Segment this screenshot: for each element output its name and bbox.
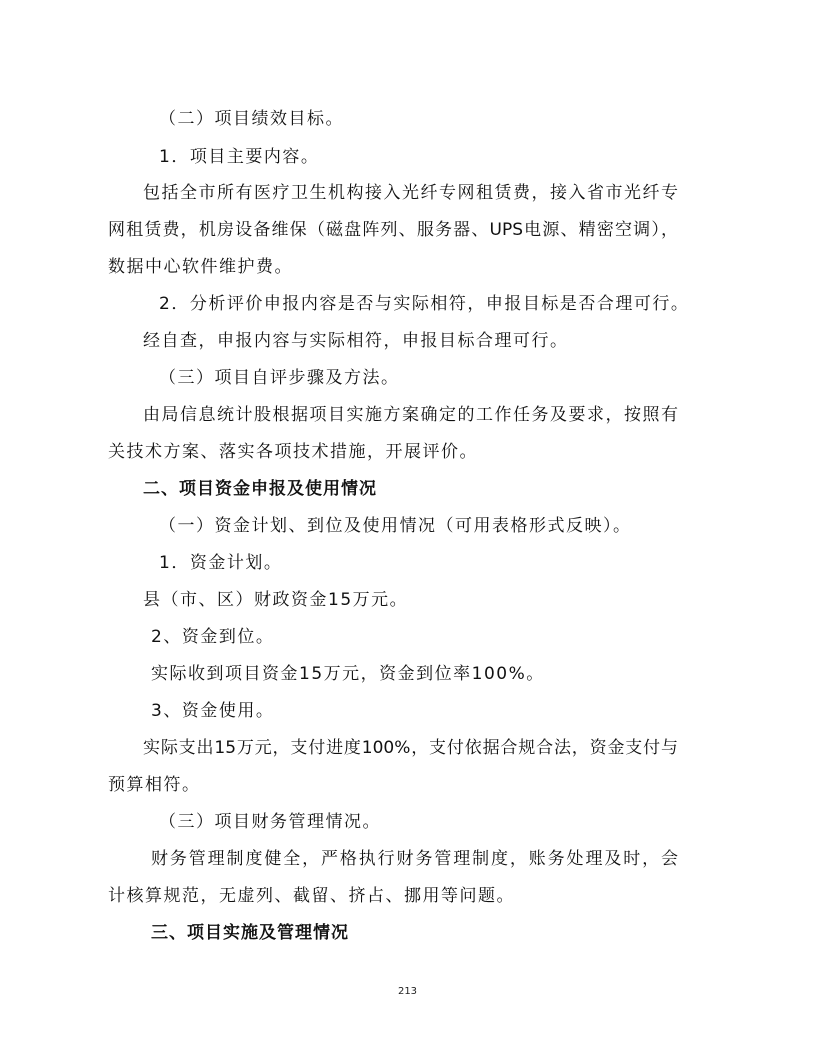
paragraph-funding-usage-line-2: 预算相符。	[108, 775, 201, 795]
page-number: 213	[397, 986, 418, 997]
paragraph-evaluation-line-1: 由局信息统计股根据项目实施方案确定的工作任务及要求，按照有	[143, 405, 678, 425]
item-funding-usage: 3、资金使用。	[151, 701, 275, 721]
subheading-evaluation-steps: （三）项目自评步骤及方法。	[159, 368, 400, 388]
paragraph-funding-usage-line-1: 实际支出15万元，支付进度100%，支付依据合规合法，资金支付与	[143, 738, 678, 758]
subheading-performance-goals: （二）项目绩效目标。	[159, 109, 344, 129]
subheading-financial-management: （三）项目财务管理情况。	[159, 812, 381, 832]
item-funding-plan: 1．资金计划。	[159, 553, 283, 573]
paragraph-main-content-line-1: 包括全市所有医疗卫生机构接入光纤专网租赁费，接入省市光纤专	[143, 183, 678, 203]
paragraph-self-check: 经自查，申报内容与实际相符，申报目标合理可行。	[143, 331, 569, 351]
paragraph-financial-line-2: 计核算规范，无虚列、截留、挤占、挪用等问题。	[108, 886, 515, 906]
paragraph-main-content-line-2: 网租赁费，机房设备维保（磁盘阵列、服务器、UPS电源、精密空调），	[108, 220, 678, 240]
subheading-funding-plan: （一）资金计划、到位及使用情况（可用表格形式反映）。	[159, 516, 632, 536]
section-heading-implementation: 三、项目实施及管理情况	[151, 923, 349, 943]
paragraph-funding-arrival: 实际收到项目资金15万元，资金到位率100%。	[151, 664, 545, 684]
section-heading-funding: 二、项目资金申报及使用情况	[143, 479, 377, 499]
paragraph-financial-line-1: 财务管理制度健全，严格执行财务管理制度，账务处理及时，会	[151, 849, 678, 869]
paragraph-evaluation-line-2: 关技术方案、落实各项技术措施，开展评价。	[108, 442, 478, 462]
item-funding-arrival: 2、资金到位。	[151, 627, 275, 647]
paragraph-main-content-line-3: 数据中心软件维护费。	[108, 257, 293, 277]
item-main-content-heading: 1．项目主要内容。	[159, 147, 320, 167]
paragraph-funding-plan: 县（市、区）财政资金15万元。	[143, 590, 409, 610]
item-analysis-heading: 2．分析评价申报内容是否与实际相符，申报目标是否合理可行。	[159, 294, 690, 314]
